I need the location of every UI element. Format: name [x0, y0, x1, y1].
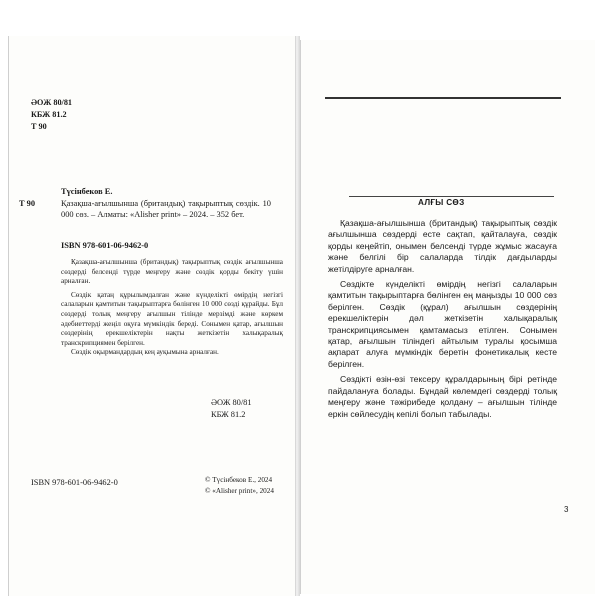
annotation [61, 258, 283, 358]
classification-udc: ӘОЖ 80/81 [31, 98, 73, 107]
copyright-publisher: © «Alisher print», 2024 [205, 487, 274, 495]
isbn-main: ISBN 978-601-06-9462-0 [61, 241, 149, 250]
header-rule [325, 97, 561, 99]
classification-bottom-udc: ӘОЖ 80/81 [211, 398, 252, 407]
author-name: Түсінбеков Е. [61, 187, 113, 196]
copyright-author: © Түсінбеков Е., 2024 [205, 476, 273, 484]
classification-author-mark: Т 90 [31, 122, 47, 131]
foreword-title: АЛҒЫ СӨЗ [418, 198, 465, 207]
foreword-paragraph: Қазақша-ағылшынша (британдық) тақырыптық сөздік ағылшынша сөздерді есте сақтап, қайталауға, сөздік қорды кеңейтіп, онымен белсенді түрде жұмыс жасауға және белгілі бір салаларда тілдік дағдыларды жетілдіруге арналған. [328, 218, 557, 274]
bibliographic-description: Қазақша-ағылшынша (британдық) тақырыптық сөздік. 10 000 сөз. – Алматы: «Alisher print» – 2024. – 352 бет. [61, 199, 271, 219]
classification-lbc: КБЖ 81.2 [31, 110, 67, 119]
foreword-paragraph: Сөздікті өзін-өзі тексеру құралдарының бірі ретінде пайдалануға болады. Бұндай көлемдегі сөздерді толық меңгеру және тәжірибеде қолдану – ағылшын тілінде еркін сөйлесудің кепілі болып табылады. [328, 374, 557, 419]
classification-bottom-lbc: КБЖ 81.2 [211, 410, 246, 419]
annotation-paragraph: Қазақша-ағылшынша (британдық) тақырыптық сөздік ағылшынша сөздерді белсенді түрде меңгеру және сөздік қорды бекіту үшін арналған. [61, 258, 283, 286]
isbn-bottom: ISBN 978-601-06-9462-0 [31, 478, 118, 487]
author-mark: Т 90 [19, 199, 36, 208]
title-rule [349, 196, 554, 197]
page-number: 3 [564, 505, 569, 514]
annotation-paragraph: Сөздік қатаң құрылымдалған және күнделікті өмірдің негізгі салаларын қамтитын тақырыптарға бөлінген 10 000 сөзді құрайды. Бұл сөздерді толық меңгеру ағылшын тілінде мерзімді және көркем әдебиеттерді жеңіл оқуға мүмкіндік береді. Сонымен қатар, ағылшын сөздерінің ерекшеліктерін нақты жеткізетін халықаралық транскрипциямен берілген. [61, 290, 283, 347]
annotation-paragraph: Сөздік оқырмандардың кең ауқымына арналған. [71, 348, 219, 357]
foreword-page [300, 40, 595, 594]
foreword-body [328, 218, 557, 420]
imprint-page [8, 36, 296, 596]
foreword-paragraph: Сөздікте күнделікті өмірдің негізгі салаларын қамтитын тақырыптарға бөлінген ең маңызды 10 000 сөз берілген. Сөздік (құрал) ағылшын сөздерінің ерекшеліктерін дәл жеткізетін халықаралық транскрипциясымен қамтамасыз етілген. Сонымен қатар, ағылшын тіліндегі айтылым туралы қосымша ақпарат алуға мүмкіндік беретін фонетикалық кесте берілген. [328, 279, 557, 369]
